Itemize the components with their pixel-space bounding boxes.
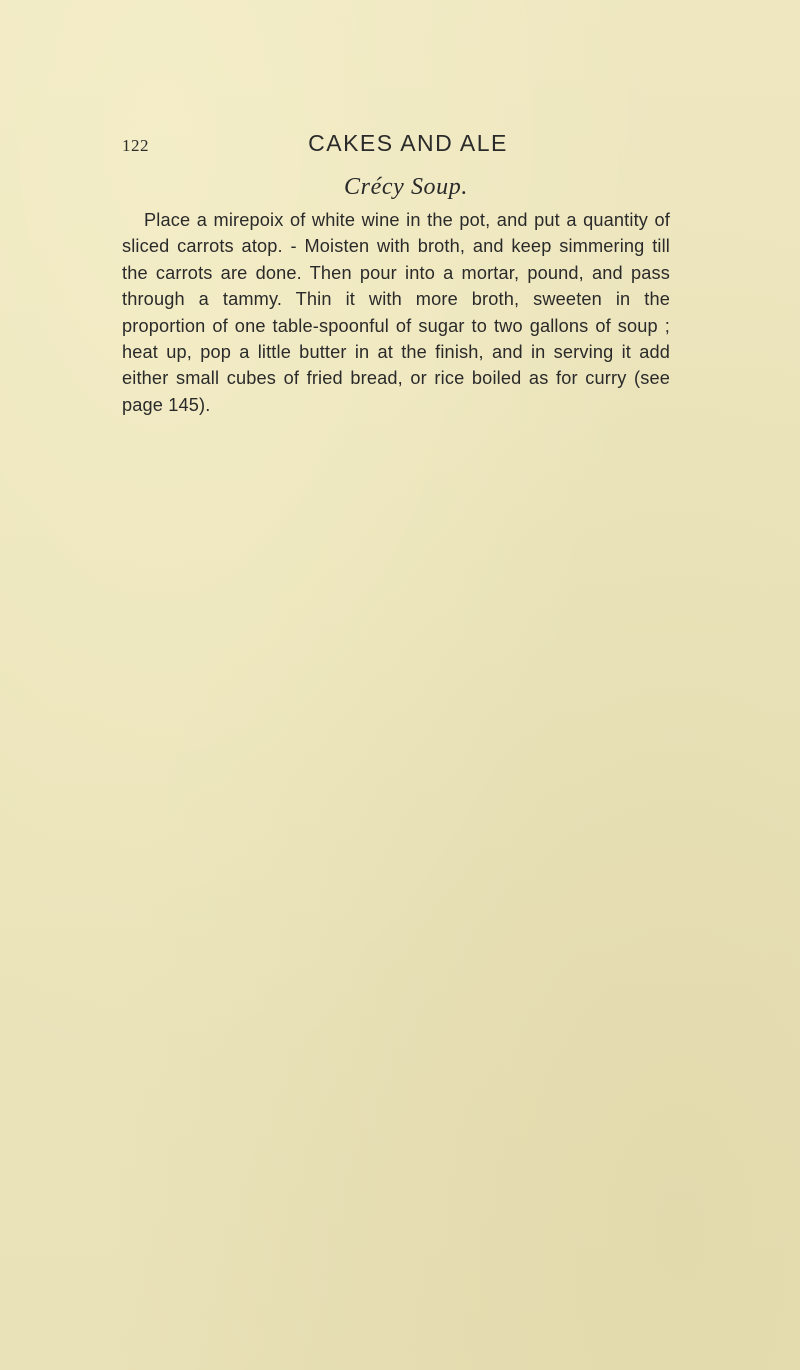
recipe-body: Place a mirepoix of white wine in the pot, and put a quantity of sliced carrots atop. - Moisten with broth, and keep simmering till the carrots are done. Then pour into a mortar, pound, and pass through a tammy. Thin it with more broth, sweeten in the proportion of one table-spoonful of sugar to two gallons of soup ; heat up, pop a little butter in at the finish, and in serving it add either small cubes of fried bread, or rice boiled as for curry (see page 145). bbox=[122, 210, 670, 415]
running-head bbox=[0, 130, 800, 166]
running-title: CAKES AND ALE bbox=[308, 130, 508, 156]
page-number: 122 bbox=[122, 136, 149, 155]
recipe-title: Crécy Soup. bbox=[344, 174, 468, 200]
